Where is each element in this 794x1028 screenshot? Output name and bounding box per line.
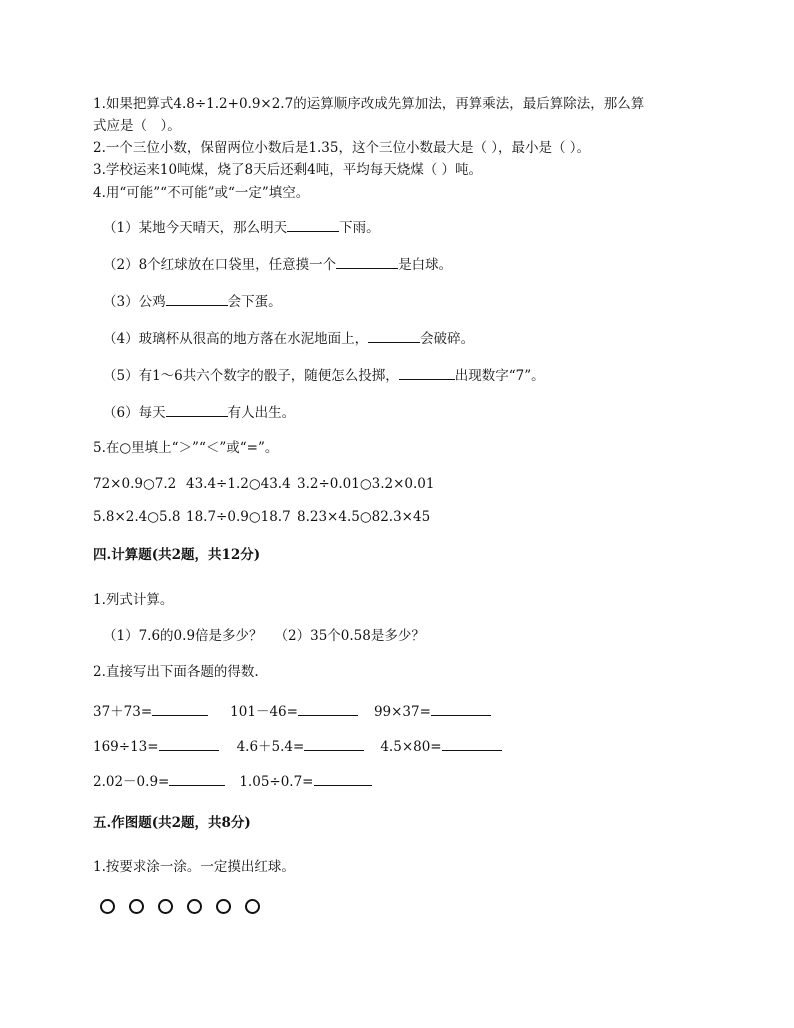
q4-item-3: （3）公鸡 会下蛋。 xyxy=(103,294,282,310)
q3-text: 3.学校运来10吨煤，烧了8天后还剩4吨，平均每天烧煤（ ）吨。 xyxy=(93,162,483,178)
s4-calc-row-1: 37＋73= 101－46= 99×37= xyxy=(93,703,491,721)
answer-blank[interactable] xyxy=(314,773,372,786)
compare-item: 72×0.9○7.2 xyxy=(93,476,177,492)
section5-heading: 五.作图题(共2题，共8分) xyxy=(93,815,251,831)
q5-row-1 xyxy=(93,475,434,493)
answer-blank[interactable] xyxy=(159,738,219,751)
q4-item-1: （1）某地今天晴天，那么明天 下雨。 xyxy=(103,220,380,236)
answer-blank[interactable] xyxy=(169,773,225,786)
q2-text: 2.一个三位小数，保留两位小数后是1.35，这个三位小数最大是（ ），最小是（ ）。 xyxy=(93,140,591,156)
ball-circle[interactable] xyxy=(129,899,144,914)
ball-circle[interactable] xyxy=(158,899,173,914)
answer-blank[interactable] xyxy=(287,219,339,232)
s4-q1-items xyxy=(103,627,425,645)
answer-blank[interactable] xyxy=(166,293,228,306)
ball-circle[interactable] xyxy=(100,899,115,914)
q4-item-4: （4）玻璃杯从很高的地方落在水泥地面上， 会破碎。 xyxy=(103,331,475,347)
ball-circle[interactable] xyxy=(245,899,260,914)
s4-q1-item: （2）35个0.58是多少？ xyxy=(274,628,425,644)
q4-title: 4.用“可能”“不可能”或“一定”填空。 xyxy=(93,185,310,201)
s4-q2-title: 2.直接写出下面各题的得数. xyxy=(93,664,259,680)
compare-item: 18.7÷0.9○18.7 xyxy=(186,509,291,525)
answer-blank[interactable] xyxy=(336,256,398,269)
s4-calc-row-2: 169÷13= 4.6＋5.4= 4.5×80= xyxy=(93,738,502,756)
q1-line2: 式应是（ ）。 xyxy=(93,118,181,134)
q1-line1: 1.如果把算式4.8÷1.2+0.9×2.7的运算顺序改成先算加法，再算乘法，最后算除法，那么算 xyxy=(93,96,645,112)
compare-item: 3.2÷0.01○3.2×0.01 xyxy=(297,476,435,492)
answer-blank[interactable] xyxy=(399,367,455,380)
ball-circle[interactable] xyxy=(216,899,231,914)
s4-calc-row-3: 2.02－0.9= 1.05÷0.7= xyxy=(93,773,372,791)
answer-blank[interactable] xyxy=(431,703,491,716)
s4-q1-item: （1）7.6的0.9倍是多少？ xyxy=(103,628,263,644)
answer-blank[interactable] xyxy=(304,738,364,751)
q5-title: 5.在○里填上“＞”“＜”或“=”。 xyxy=(93,440,279,456)
q4-item-5: （5）有1～6共六个数字的骰子，随便怎么投掷， 出现数字“7”。 xyxy=(103,368,545,384)
answer-blank[interactable] xyxy=(442,738,502,751)
ball-circles xyxy=(100,899,260,914)
ball-circle[interactable] xyxy=(187,899,202,914)
q4-item-2: （2）8个红球放在口袋里，任意摸一个 是白球。 xyxy=(103,257,453,273)
q5-row-2 xyxy=(93,508,430,526)
section4-heading: 四.计算题(共2题，共12分) xyxy=(93,547,261,563)
q4-item-6: （6）每天 有人出生。 xyxy=(103,405,296,421)
compare-item: 8.23×4.5○82.3×45 xyxy=(297,509,431,525)
answer-blank[interactable] xyxy=(166,404,228,417)
compare-item: 5.8×2.4○5.8 xyxy=(93,509,181,525)
answer-blank[interactable] xyxy=(152,703,208,716)
compare-item: 43.4÷1.2○43.4 xyxy=(186,476,291,492)
answer-blank[interactable] xyxy=(368,330,420,343)
answer-blank[interactable] xyxy=(298,703,358,716)
s5-q1-title: 1.按要求涂一涂。一定摸出红球。 xyxy=(93,859,295,875)
s4-q1-title: 1.列式计算。 xyxy=(93,592,174,608)
